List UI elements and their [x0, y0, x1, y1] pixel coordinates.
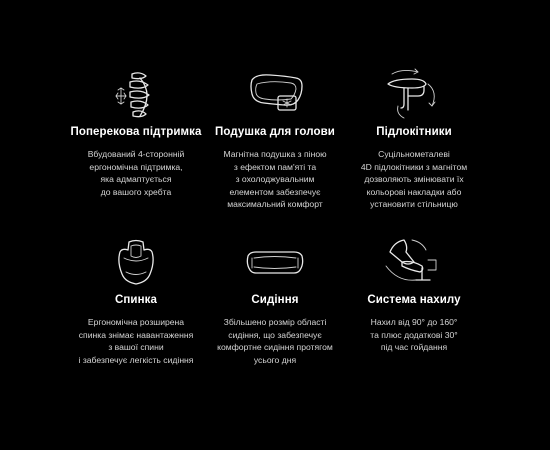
feature-description: Ергономічна розширена спинка знімає навантаження з вашої спини і забезпечує легкість сидіння [78, 317, 194, 365]
feature-title: Спинка [114, 294, 158, 306]
headrest-pillow-icon [244, 70, 306, 118]
backrest-icon [114, 236, 158, 288]
feature-title: Система нахилу [367, 294, 461, 306]
feature-title: Сидіння [251, 294, 299, 306]
feature-description: Збільшено розмір області сидіння, що забезпечує комфортне сидіння протягом усього дня [217, 317, 333, 365]
feature-title: Поперекова підтримка [70, 126, 202, 138]
feature-title: Подушка для голови [215, 126, 335, 138]
feature-description: Вбудований 4-сторонній ергономічна підтримка, яка адмаптується до вашого хребта [87, 149, 185, 197]
spine-lumbar-icon [110, 68, 162, 124]
seat-cushion-icon [242, 248, 308, 280]
recline-tilt-icon [382, 236, 446, 288]
feature-description: Нахил від 90° до 160° та плюс додаткові 30° під час гойдання [370, 317, 458, 353]
feature-title: Підлокітники [376, 126, 452, 138]
feature-description: Магнітна подушка з піною з ефектом пам'яті та з охолоджувальним елементом забезпечує максимальний комфорт [223, 149, 327, 210]
armrest-icon [382, 66, 446, 122]
feature-description: Суцільнометалеві 4D підлокітники з магнітом дозволяють змінювати їх кольорові накладки або установити стільницю [360, 149, 468, 210]
